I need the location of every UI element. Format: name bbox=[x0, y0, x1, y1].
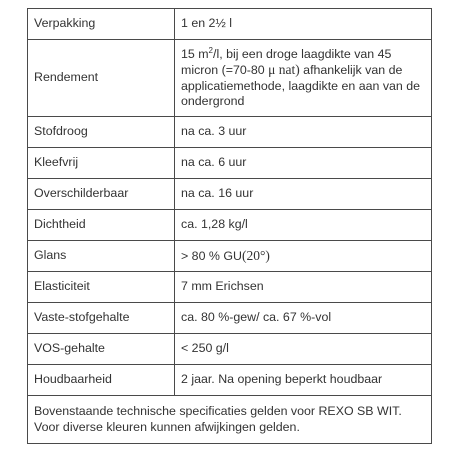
spec-label: Houdbaarheid bbox=[28, 365, 175, 396]
spec-label: Rendement bbox=[28, 40, 175, 117]
spec-label: Verpakking bbox=[28, 9, 175, 40]
spec-label: Kleefvrij bbox=[28, 148, 175, 179]
spec-value-text: 15 m bbox=[181, 46, 209, 61]
spec-value: 7 mm Erichsen bbox=[175, 272, 432, 303]
spec-row-kleefvrij bbox=[28, 148, 432, 179]
spec-label: Elasticiteit bbox=[28, 272, 175, 303]
spec-value-text: afhankelijk van de applicatiemethode, laagdikte en aan van de ondergrond bbox=[181, 63, 421, 108]
spec-row-elasticiteit bbox=[28, 272, 432, 303]
spec-value-text: /l, bij een droge laagdikte van 45 micron (=70-80 bbox=[181, 46, 392, 77]
spec-row-stofdroog bbox=[28, 117, 432, 148]
spec-value: na ca. 16 uur bbox=[175, 179, 432, 210]
spec-value: < 250 g/l bbox=[175, 334, 432, 365]
micron-symbol: μ nat) bbox=[268, 62, 300, 77]
spec-label: Glans bbox=[28, 241, 175, 272]
spec-value: 1 en 2½ l bbox=[175, 9, 432, 40]
spec-value: ca. 80 %-gew/ ca. 67 %-vol bbox=[175, 303, 432, 334]
spec-value: na ca. 3 uur bbox=[175, 117, 432, 148]
spec-label: VOS-gehalte bbox=[28, 334, 175, 365]
spec-row-vaste-stofgehalte bbox=[28, 303, 432, 334]
spec-value-angle: (20°) bbox=[241, 247, 270, 263]
spec-row-houdbaarheid bbox=[28, 365, 432, 396]
spec-footer-row bbox=[28, 396, 432, 444]
spec-label: Vaste-stofgehalte bbox=[28, 303, 175, 334]
spec-row-dichtheid bbox=[28, 210, 432, 241]
spec-footer-note: Bovenstaande technische specificaties gelden voor REXO SB WIT. Voor diverse kleuren kunnen afwijkingen gelden. bbox=[28, 396, 432, 444]
spec-value bbox=[175, 241, 432, 272]
spec-value bbox=[175, 40, 432, 117]
technical-spec-table bbox=[27, 8, 432, 444]
spec-row-verpakking bbox=[28, 9, 432, 40]
spec-value: ca. 1,28 kg/l bbox=[175, 210, 432, 241]
spec-value-text: > 80 % GU bbox=[181, 248, 242, 263]
spec-row-rendement bbox=[28, 40, 432, 117]
spec-value: 2 jaar. Na opening beperkt houdbaar bbox=[175, 365, 432, 396]
spec-label: Overschilderbaar bbox=[28, 179, 175, 210]
spec-row-vos-gehalte bbox=[28, 334, 432, 365]
spec-value: na ca. 6 uur bbox=[175, 148, 432, 179]
spec-label: Dichtheid bbox=[28, 210, 175, 241]
spec-label: Stofdroog bbox=[28, 117, 175, 148]
spec-row-overschilderbaar bbox=[28, 179, 432, 210]
superscript: 2 bbox=[208, 45, 213, 55]
spec-row-glans bbox=[28, 241, 432, 272]
